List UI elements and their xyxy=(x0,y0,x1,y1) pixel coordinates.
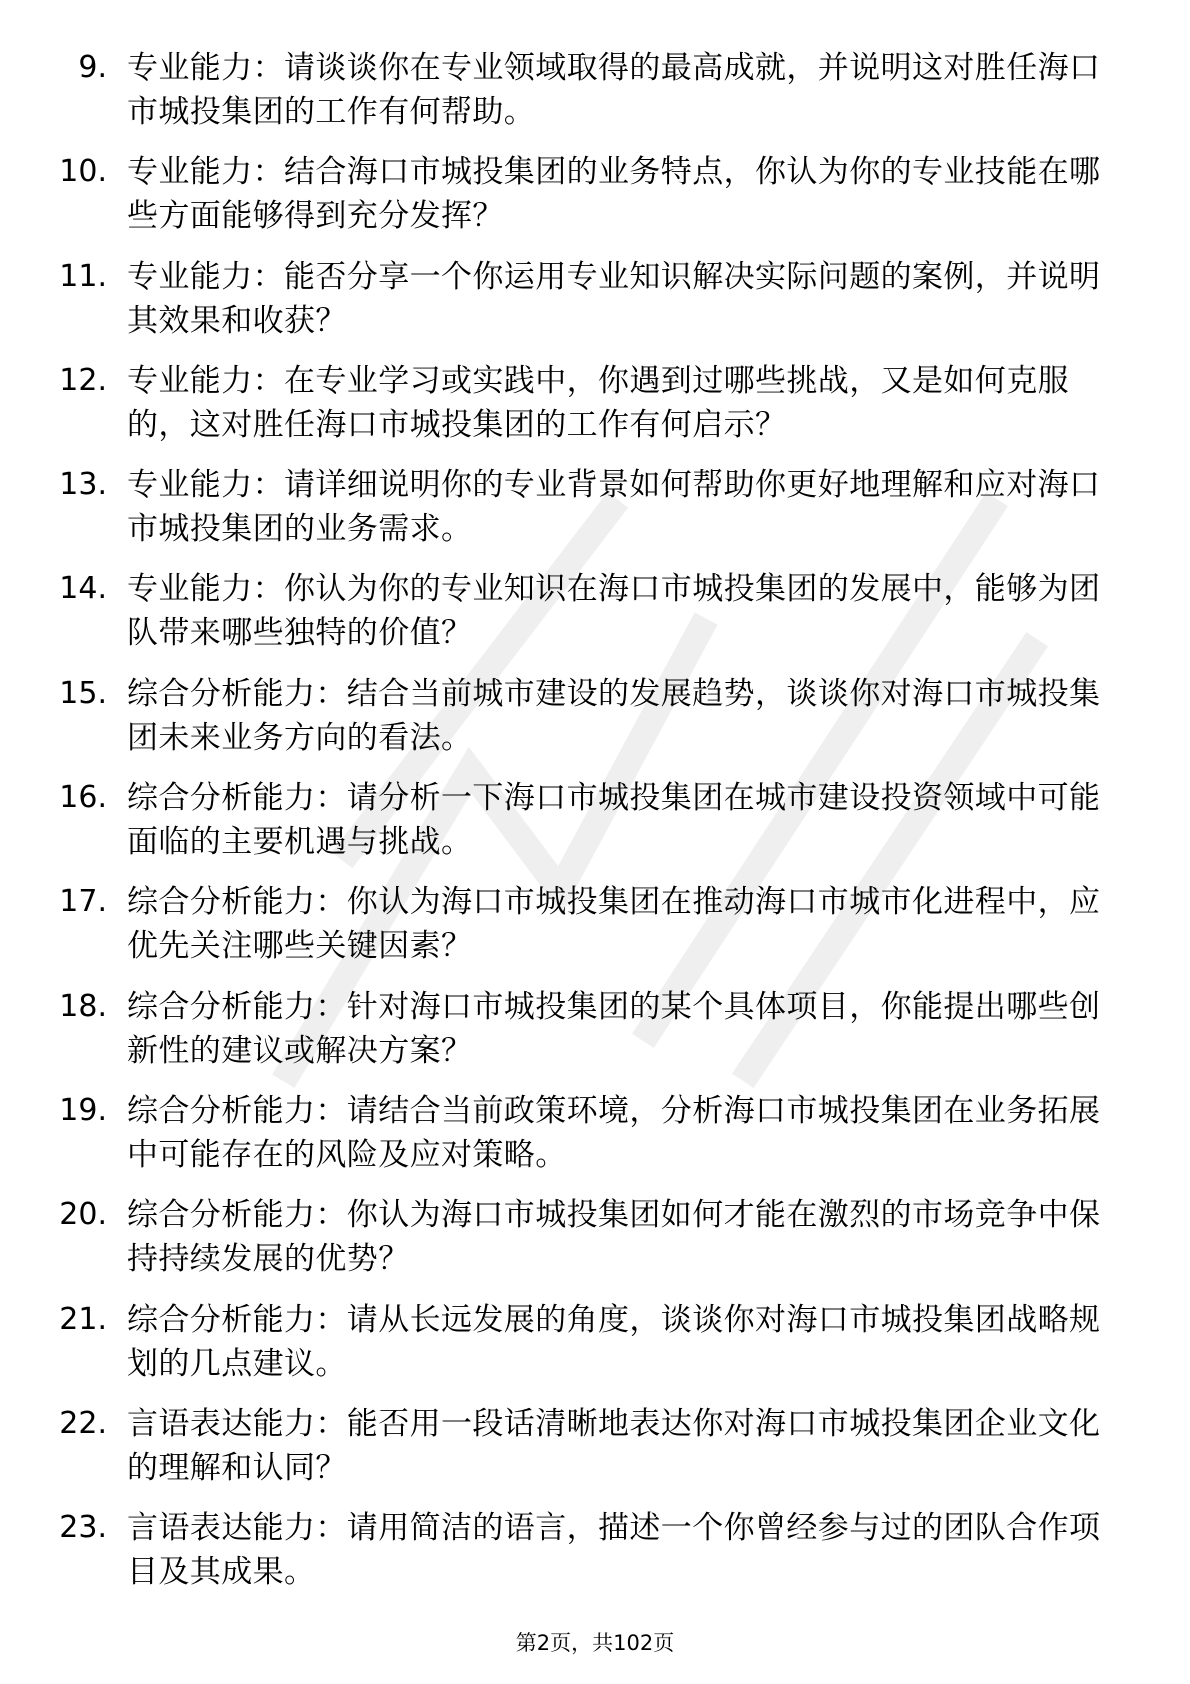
question-item xyxy=(0,880,1190,984)
question-text: 综合分析能力：结合当前城市建设的发展趋势，谈谈你对海口市城投集团未来业务方向的看法。 xyxy=(127,675,1101,756)
question-text: 综合分析能力：请结合当前政策环境，分析海口市城投集团在业务拓展中可能存在的风险及应对策略。 xyxy=(127,1092,1101,1173)
question-number: 19. xyxy=(59,1092,107,1128)
question-number: 20. xyxy=(59,1197,107,1233)
question-number: 12. xyxy=(59,362,107,398)
question-text: 专业能力：请详细说明你的专业背景如何帮助你更好地理解和应对海口市城投集团的业务需求。 xyxy=(127,467,1101,548)
question-item xyxy=(0,1193,1190,1297)
question-item xyxy=(0,46,1190,150)
question-number: 23. xyxy=(59,1510,107,1546)
question-text: 综合分析能力：针对海口市城投集团的某个具体项目，你能提出哪些创新性的建议或解决方案？ xyxy=(127,988,1101,1069)
question-item xyxy=(0,567,1190,671)
question-text: 综合分析能力：请分析一下海口市城投集团在城市建设投资领域中可能面临的主要机遇与挑战。 xyxy=(127,780,1101,861)
question-number: 17. xyxy=(59,884,107,920)
question-text: 综合分析能力：你认为海口市城投集团在推动海口市城市化进程中，应优先关注哪些关键因素？ xyxy=(127,884,1101,965)
question-text: 专业能力：能否分享一个你运用专业知识解决实际问题的案例，并说明其效果和收获？ xyxy=(127,258,1101,339)
question-item xyxy=(0,150,1190,254)
question-list xyxy=(0,46,1190,1610)
question-number: 11. xyxy=(59,258,107,294)
question-text: 专业能力：在专业学习或实践中，你遇到过哪些挑战，又是如何克服的，这对胜任海口市城投集团的工作有何启示？ xyxy=(127,362,1069,443)
question-text: 言语表达能力：能否用一段话清晰地表达你对海口市城投集团企业文化的理解和认同？ xyxy=(127,1405,1101,1486)
page-footer: 第2页，共102页 xyxy=(515,1631,675,1655)
question-number: 9. xyxy=(78,50,107,85)
question-item xyxy=(0,672,1190,776)
question-number: 22. xyxy=(59,1405,107,1441)
question-text: 综合分析能力：你认为海口市城投集团如何才能在激烈的市场竞争中保持持续发展的优势？ xyxy=(127,1197,1101,1278)
question-text: 言语表达能力：请用简洁的语言，描述一个你曾经参与过的团队合作项目及其成果。 xyxy=(127,1510,1101,1591)
question-text: 专业能力：你认为你的专业知识在海口市城投集团的发展中，能够为团队带来哪些独特的价值？ xyxy=(127,571,1101,652)
question-item xyxy=(0,1298,1190,1402)
question-item xyxy=(0,1089,1190,1193)
question-number: 15. xyxy=(59,675,107,711)
question-item xyxy=(0,1506,1190,1610)
question-number: 14. xyxy=(59,571,107,607)
question-item xyxy=(0,776,1190,880)
question-item xyxy=(0,359,1190,463)
question-text: 专业能力：结合海口市城投集团的业务特点，你认为你的专业技能在哪些方面能够得到充分发挥？ xyxy=(127,154,1101,235)
question-item xyxy=(0,1402,1190,1506)
question-number: 13. xyxy=(59,467,107,503)
question-item xyxy=(0,255,1190,359)
question-number: 18. xyxy=(59,988,107,1024)
question-number: 10. xyxy=(59,154,107,190)
question-text: 专业能力：请谈谈你在专业领域取得的最高成就，并说明这对胜任海口市城投集团的工作有何帮助。 xyxy=(127,50,1101,130)
question-item xyxy=(0,985,1190,1089)
question-number: 21. xyxy=(59,1301,107,1337)
question-text: 综合分析能力：请从长远发展的角度，谈谈你对海口市城投集团战略规划的几点建议。 xyxy=(127,1301,1101,1382)
question-number: 16. xyxy=(59,780,107,816)
question-item xyxy=(0,463,1190,567)
